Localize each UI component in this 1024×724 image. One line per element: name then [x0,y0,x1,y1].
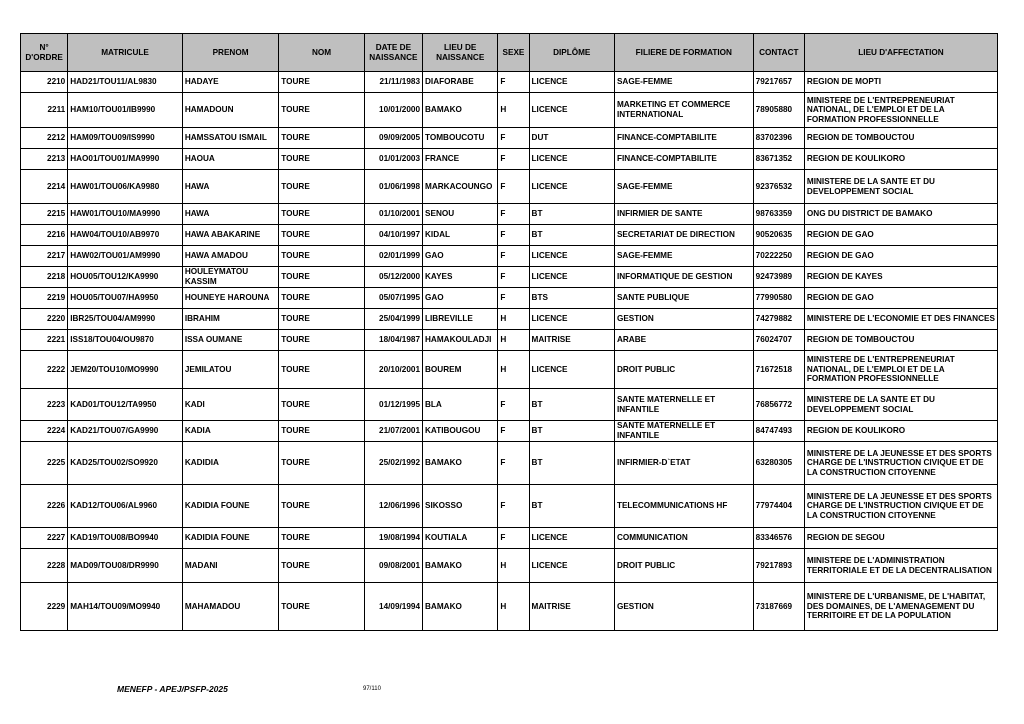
date-naissance-cell: 20/10/2001 [364,351,422,389]
nom-cell: TOURE [279,128,364,149]
filiere-cell: INFIRMIER DE SANTE [614,204,753,225]
contact-cell: 92473989 [753,267,804,288]
diplome-cell: LICENCE [529,93,614,128]
contact-cell: 83671352 [753,149,804,170]
lieu-naissance-cell: BAMAKO [423,93,498,128]
matricule-cell: IBR25/TOU04/AM9990 [68,309,183,330]
ordre-cell: 2222 [21,351,68,389]
sexe-cell: F [498,421,529,442]
affectation-cell: MINISTERE DE L'ECONOMIE ET DES FINANCES [804,309,997,330]
matricule-cell: HAW01/TOU10/MA9990 [68,204,183,225]
contact-cell: 83702396 [753,128,804,149]
prenom-cell: HAOUA [182,149,278,170]
filiere-cell: INFIRMIER-D`ETAT [614,442,753,485]
prenom-cell: JEMILATOU [182,351,278,389]
contact-cell: 73187669 [753,583,804,631]
matricule-cell: HAM09/TOU09/IS9990 [68,128,183,149]
prenom-cell: KADIDIA [182,442,278,485]
nom-cell: TOURE [279,170,364,204]
lieu-naissance-cell: BOUREM [423,351,498,389]
filiere-cell: MARKETING ET COMMERCE INTERNATIONAL [614,93,753,128]
table-row [21,330,998,351]
ordre-cell: 2212 [21,128,68,149]
ordre-cell: 2215 [21,204,68,225]
matricule-cell: KAD19/TOU08/BO9940 [68,528,183,549]
table-row [21,351,998,389]
diplome-cell: BT [529,421,614,442]
diplome-cell: DUT [529,128,614,149]
affectation-cell: MINISTERE DE LA JEUNESSE ET DES SPORTS CHARGE DE L'INSTRUCTION CIVIQUE ET DE LA CONSTRUCTION CITOYENNE [804,485,997,528]
nom-cell: TOURE [279,288,364,309]
header-cell: FILIERE DE FORMATION [614,34,753,72]
date-naissance-cell: 01/01/2003 [364,149,422,170]
sexe-cell: F [498,225,529,246]
affectation-cell: MINISTERE DE LA JEUNESSE ET DES SPORTS CHARGE DE L'INSTRUCTION CIVIQUE ET DE LA CONSTRUCTION CITOYENNE [804,442,997,485]
sexe-cell: F [498,442,529,485]
matricule-cell: HAD21/TOU11/AL9830 [68,72,183,93]
sexe-cell: F [498,528,529,549]
ordre-cell: 2228 [21,549,68,583]
date-naissance-cell: 02/01/1999 [364,246,422,267]
date-naissance-cell: 21/07/2001 [364,421,422,442]
date-naissance-cell: 05/07/1995 [364,288,422,309]
date-naissance-cell: 25/02/1992 [364,442,422,485]
prenom-cell: HAWA AMADOU [182,246,278,267]
lieu-naissance-cell: KIDAL [423,225,498,246]
table-row [21,442,998,485]
sexe-cell: F [498,204,529,225]
filiere-cell: ARABE [614,330,753,351]
contact-cell: 76024707 [753,330,804,351]
lieu-naissance-cell: MARKACOUNGO [423,170,498,204]
sexe-cell: F [498,149,529,170]
table-row [21,170,998,204]
affectation-cell: MINISTERE DE L'URBANISME, DE L'HABITAT, DES DOMAINES, DE L'AMENAGEMENT DU TERRITOIRE ET DE LA POPULATION [804,583,997,631]
matricule-cell: HAW02/TOU01/AM9990 [68,246,183,267]
prenom-cell: KADIA [182,421,278,442]
date-naissance-cell: 04/10/1997 [364,225,422,246]
table-row [21,149,998,170]
sexe-cell: F [498,485,529,528]
header-cell: N° D'ORDRE [21,34,68,72]
lieu-naissance-cell: SENOU [423,204,498,225]
table-row [21,204,998,225]
date-naissance-cell: 05/12/2000 [364,267,422,288]
table-row [21,225,998,246]
date-naissance-cell: 09/09/2005 [364,128,422,149]
filiere-cell: SANTE MATERNELLE ET INFANTILE [614,421,753,442]
filiere-cell: INFORMATIQUE DE GESTION [614,267,753,288]
prenom-cell: HOULEYMATOU KASSIM [182,267,278,288]
affectation-cell: REGION DE TOMBOUCTOU [804,128,997,149]
header-cell: NOM [279,34,364,72]
ordre-cell: 2218 [21,267,68,288]
affectation-cell: REGION DE KOULIKORO [804,421,997,442]
lieu-naissance-cell: TOMBOUCOTU [423,128,498,149]
matricule-cell: HAO01/TOU01/MA9990 [68,149,183,170]
filiere-cell: DROIT PUBLIC [614,549,753,583]
filiere-cell: FINANCE-COMPTABILITE [614,128,753,149]
sexe-cell: F [498,170,529,204]
affectation-cell: MINISTERE DE LA SANTE ET DU DEVELOPPEMENT SOCIAL [804,170,997,204]
affectation-cell: MINISTERE DE LA SANTE ET DU DEVELOPPEMENT SOCIAL [804,389,997,421]
header-row [21,34,998,72]
filiere-cell: SAGE-FEMME [614,170,753,204]
sexe-cell: H [498,583,529,631]
sexe-cell: H [498,330,529,351]
matricule-cell: KAD12/TOU06/AL9960 [68,485,183,528]
prenom-cell: HAWA ABAKARINE [182,225,278,246]
diplome-cell: LICENCE [529,549,614,583]
affectation-cell: REGION DE KOULIKORO [804,149,997,170]
diplome-cell: BTS [529,288,614,309]
prenom-cell: IBRAHIM [182,309,278,330]
matricule-cell: JEM20/TOU10/MO9990 [68,351,183,389]
table-row [21,128,998,149]
affectation-cell: ONG DU DISTRICT DE BAMAKO [804,204,997,225]
table-row [21,389,998,421]
prenom-cell: KADIDIA FOUNE [182,485,278,528]
filiere-cell: SANTE PUBLIQUE [614,288,753,309]
contact-cell: 79217657 [753,72,804,93]
ordre-cell: 2227 [21,528,68,549]
nom-cell: TOURE [279,549,364,583]
prenom-cell: MAHAMADOU [182,583,278,631]
diplome-cell: BT [529,204,614,225]
matricule-cell: HAM10/TOU01/IB9990 [68,93,183,128]
date-naissance-cell: 21/11/1983 [364,72,422,93]
date-naissance-cell: 01/10/2001 [364,204,422,225]
diplome-cell: MAITRISE [529,583,614,631]
date-naissance-cell: 18/04/1987 [364,330,422,351]
ordre-cell: 2229 [21,583,68,631]
sexe-cell: H [498,351,529,389]
ordre-cell: 2213 [21,149,68,170]
filiere-cell: FINANCE-COMPTABILITE [614,149,753,170]
filiere-cell: SAGE-FEMME [614,72,753,93]
contact-cell: 74279882 [753,309,804,330]
header-cell: SEXE [498,34,529,72]
header-cell: PRENOM [182,34,278,72]
diplome-cell: BT [529,485,614,528]
affectation-cell: MINISTERE DE L'ENTREPRENEURIAT NATIONAL, DE L'EMPLOI ET DE LA FORMATION PROFESSIONNELLE [804,93,997,128]
prenom-cell: HAWA [182,170,278,204]
nom-cell: TOURE [279,389,364,421]
lieu-naissance-cell: BAMAKO [423,583,498,631]
nom-cell: TOURE [279,204,364,225]
filiere-cell: COMMUNICATION [614,528,753,549]
prenom-cell: HAMADOUN [182,93,278,128]
date-naissance-cell: 19/08/1994 [364,528,422,549]
ordre-cell: 2221 [21,330,68,351]
ordre-cell: 2211 [21,93,68,128]
table-row [21,267,998,288]
table-row [21,528,998,549]
filiere-cell: TELECOMMUNICATIONS HF [614,485,753,528]
table-row [21,583,998,631]
lieu-naissance-cell: FRANCE [423,149,498,170]
lieu-naissance-cell: KATIBOUGOU [423,421,498,442]
diplome-cell: LICENCE [529,246,614,267]
affectation-cell: REGION DE MOPTI [804,72,997,93]
diplome-cell: LICENCE [529,72,614,93]
date-naissance-cell: 12/06/1996 [364,485,422,528]
table-row [21,485,998,528]
ordre-cell: 2217 [21,246,68,267]
matricule-cell: HOU05/TOU07/HA9950 [68,288,183,309]
table-row [21,246,998,267]
affectation-cell: REGION DE GAO [804,225,997,246]
diplome-cell: MAITRISE [529,330,614,351]
table-row [21,549,998,583]
contact-cell: 77990580 [753,288,804,309]
lieu-naissance-cell: BAMAKO [423,442,498,485]
nom-cell: TOURE [279,583,364,631]
diplome-cell: LICENCE [529,267,614,288]
prenom-cell: HADAYE [182,72,278,93]
nom-cell: TOURE [279,442,364,485]
sexe-cell: F [498,389,529,421]
table-row [21,72,998,93]
ordre-cell: 2226 [21,485,68,528]
prenom-cell: ISSA OUMANE [182,330,278,351]
affectation-cell: MINISTERE DE L'ADMINISTRATION TERRITORIALE ET DE LA DECENTRALISATION [804,549,997,583]
sexe-cell: H [498,309,529,330]
matricule-cell: MAH14/TOU09/MO9940 [68,583,183,631]
diplome-cell: LICENCE [529,528,614,549]
prenom-cell: MADANI [182,549,278,583]
diplome-cell: LICENCE [529,309,614,330]
contact-cell: 76856772 [753,389,804,421]
prenom-cell: KADIDIA FOUNE [182,528,278,549]
prenom-cell: HOUNEYE HAROUNA [182,288,278,309]
header-cell: LIEU D'AFFECTATION [804,34,997,72]
affectation-cell: REGION DE GAO [804,246,997,267]
header-cell: LIEU DE NAISSANCE [423,34,498,72]
lieu-naissance-cell: KAYES [423,267,498,288]
sexe-cell: F [498,128,529,149]
diplome-cell: BT [529,442,614,485]
diplome-cell: LICENCE [529,170,614,204]
nom-cell: TOURE [279,246,364,267]
matricule-cell: KAD21/TOU07/GA9990 [68,421,183,442]
lieu-naissance-cell: BLA [423,389,498,421]
affectation-cell: MINISTERE DE L'ENTREPRENEURIAT NATIONAL, DE L'EMPLOI ET DE LA FORMATION PROFESSIONNELLE [804,351,997,389]
date-naissance-cell: 10/01/2000 [364,93,422,128]
diplome-cell: BT [529,225,614,246]
page-number: 97/110 [363,686,381,692]
filiere-cell: SAGE-FEMME [614,246,753,267]
affectation-cell: REGION DE KAYES [804,267,997,288]
header-cell: DATE DE NAISSANCE [364,34,422,72]
sexe-cell: H [498,93,529,128]
matricule-cell: HOU05/TOU12/KA9990 [68,267,183,288]
contact-cell: 84747493 [753,421,804,442]
sexe-cell: F [498,72,529,93]
affectation-cell: REGION DE SEGOU [804,528,997,549]
lieu-naissance-cell: LIBREVILLE [423,309,498,330]
filiere-cell: SANTE MATERNELLE ET INFANTILE [614,389,753,421]
date-naissance-cell: 01/12/1995 [364,389,422,421]
nom-cell: TOURE [279,485,364,528]
filiere-cell: DROIT PUBLIC [614,351,753,389]
header-cell: DIPLÔME [529,34,614,72]
date-naissance-cell: 09/08/2001 [364,549,422,583]
table-row [21,309,998,330]
lieu-naissance-cell: GAO [423,288,498,309]
contact-cell: 98763359 [753,204,804,225]
contact-cell: 78905880 [753,93,804,128]
sexe-cell: F [498,288,529,309]
nom-cell: TOURE [279,309,364,330]
sexe-cell: F [498,246,529,267]
date-naissance-cell: 25/04/1999 [364,309,422,330]
matricule-cell: HAW04/TOU10/AB9970 [68,225,183,246]
affectation-table [20,33,998,631]
header-cell: MATRICULE [68,34,183,72]
ordre-cell: 2225 [21,442,68,485]
matricule-cell: KAD01/TOU12/TA9950 [68,389,183,421]
nom-cell: TOURE [279,72,364,93]
contact-cell: 92376532 [753,170,804,204]
table-row [21,288,998,309]
nom-cell: TOURE [279,93,364,128]
ordre-cell: 2210 [21,72,68,93]
lieu-naissance-cell: KOUTIALA [423,528,498,549]
diplome-cell: LICENCE [529,149,614,170]
filiere-cell: SECRETARIAT DE DIRECTION [614,225,753,246]
prenom-cell: KADI [182,389,278,421]
header-cell: CONTACT [753,34,804,72]
matricule-cell: HAW01/TOU06/KA9980 [68,170,183,204]
filiere-cell: GESTION [614,309,753,330]
ordre-cell: 2216 [21,225,68,246]
table-row [21,421,998,442]
affectation-cell: REGION DE GAO [804,288,997,309]
filiere-cell: GESTION [614,583,753,631]
ordre-cell: 2214 [21,170,68,204]
prenom-cell: HAMSSATOU ISMAIL [182,128,278,149]
ordre-cell: 2219 [21,288,68,309]
lieu-naissance-cell: DIAFORABE [423,72,498,93]
lieu-naissance-cell: SIKOSSO [423,485,498,528]
date-naissance-cell: 14/09/1994 [364,583,422,631]
prenom-cell: HAWA [182,204,278,225]
nom-cell: TOURE [279,330,364,351]
nom-cell: TOURE [279,149,364,170]
sexe-cell: F [498,267,529,288]
lieu-naissance-cell: GAO [423,246,498,267]
contact-cell: 77974404 [753,485,804,528]
date-naissance-cell: 01/06/1998 [364,170,422,204]
contact-cell: 79217893 [753,549,804,583]
table-row [21,93,998,128]
contact-cell: 83346576 [753,528,804,549]
nom-cell: TOURE [279,351,364,389]
contact-cell: 71672518 [753,351,804,389]
nom-cell: TOURE [279,528,364,549]
nom-cell: TOURE [279,421,364,442]
lieu-naissance-cell: BAMAKO [423,549,498,583]
affectation-cell: REGION DE TOMBOUCTOU [804,330,997,351]
nom-cell: TOURE [279,267,364,288]
ordre-cell: 2220 [21,309,68,330]
diplome-cell: BT [529,389,614,421]
lieu-naissance-cell: HAMAKOULADJI [423,330,498,351]
ordre-cell: 2223 [21,389,68,421]
sexe-cell: H [498,549,529,583]
matricule-cell: KAD25/TOU02/SO9920 [68,442,183,485]
footer-reference: MENEFP - APEJ/PSFP-2025 [117,684,228,694]
nom-cell: TOURE [279,225,364,246]
ordre-cell: 2224 [21,421,68,442]
matricule-cell: ISS18/TOU04/OU9870 [68,330,183,351]
contact-cell: 70222250 [753,246,804,267]
diplome-cell: LICENCE [529,351,614,389]
contact-cell: 63280305 [753,442,804,485]
matricule-cell: MAD09/TOU08/DR9990 [68,549,183,583]
contact-cell: 90520635 [753,225,804,246]
